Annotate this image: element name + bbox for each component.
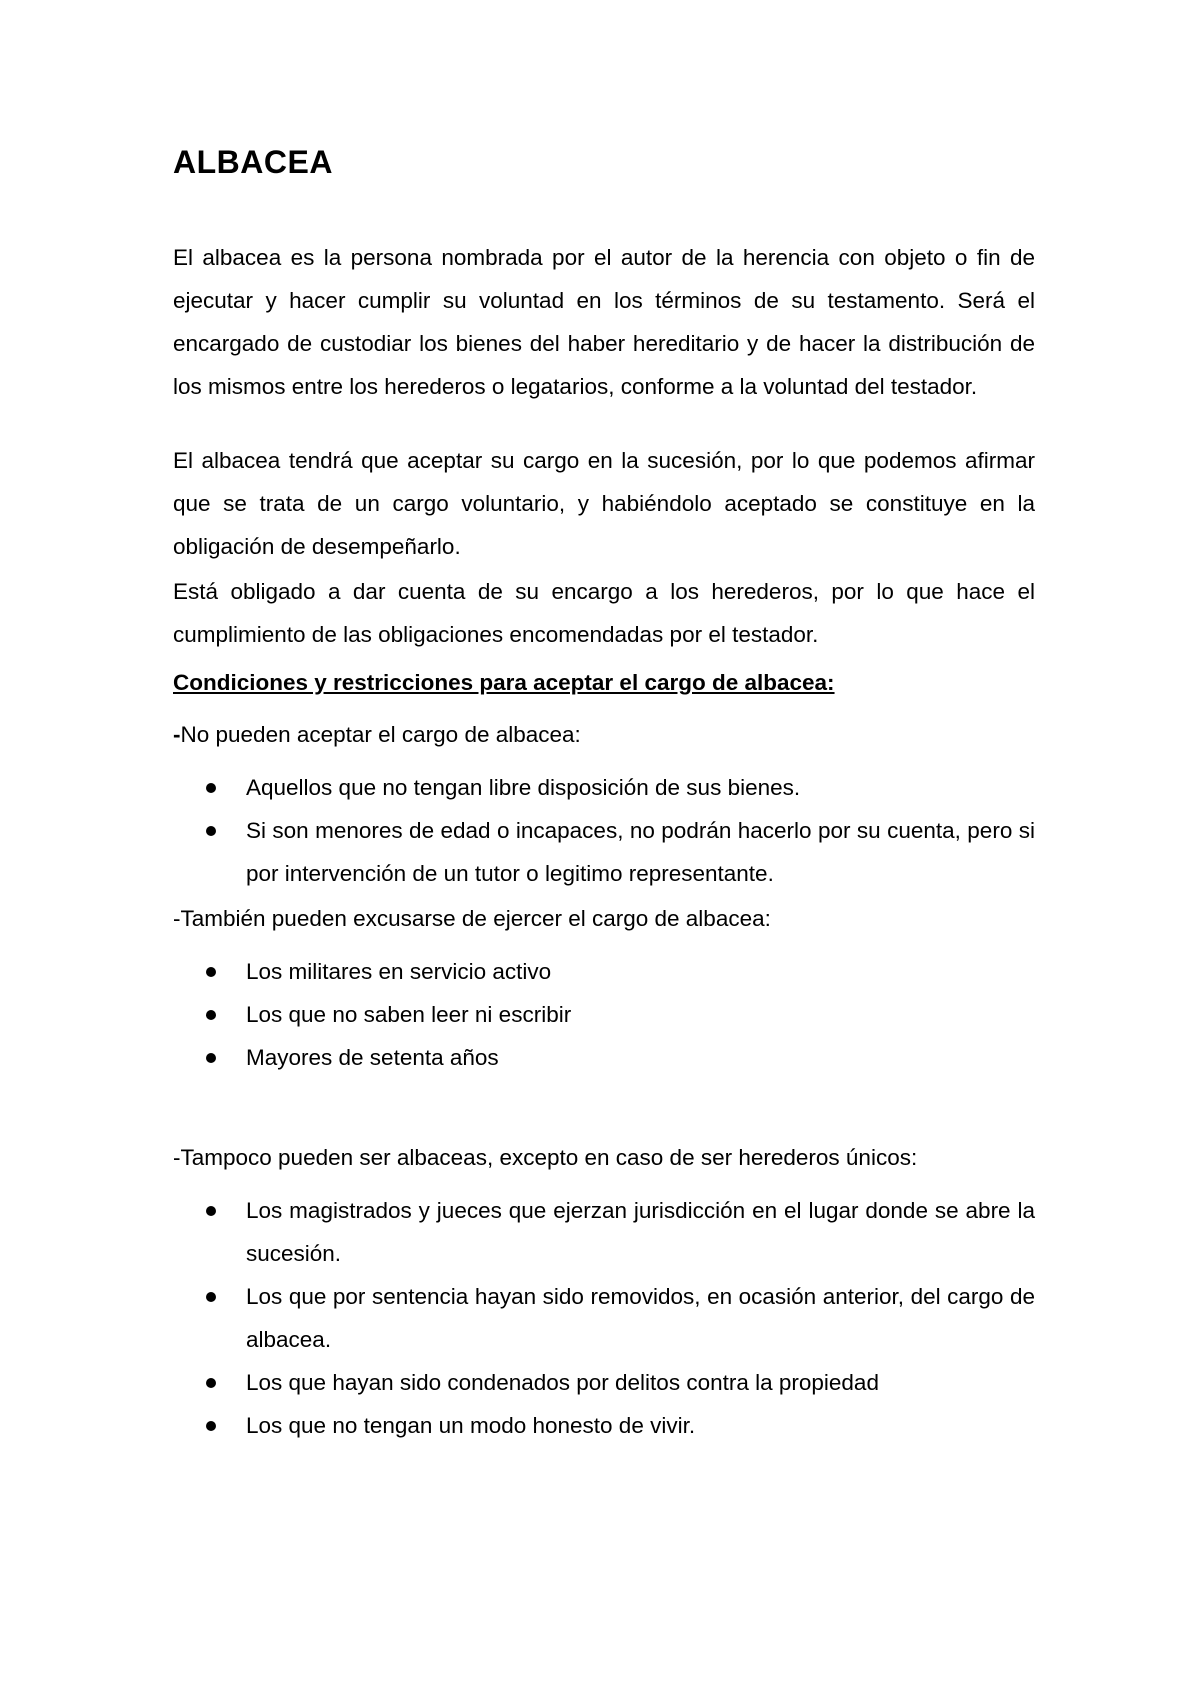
bullet-icon <box>206 967 216 977</box>
list-item-text: Los militares en servicio activo <box>246 959 552 984</box>
paragraph-definition: El albacea es la persona nombrada por el autor de la herencia con objeto o fin de ejecutar y hacer cumplir su voluntad en los términos de su testamento. Será el encargado de custodiar los bienes del haber hereditario y de hacer la distribución de los mismos entre los herederos o legatarios, conforme a la voluntad del testador. <box>173 245 1035 399</box>
list-item-text: Los magistrados y jueces que ejerzan jurisdicción en el lugar donde se abre la sucesión. <box>246 1198 1035 1266</box>
section-heading: Condiciones y restricciones para aceptar el cargo de albacea: <box>173 670 835 695</box>
bullet-icon <box>206 1292 216 1302</box>
list-neither <box>173 1189 1035 1447</box>
paragraph-acceptance: El albacea tendrá que aceptar su cargo en la sucesión, por lo que podemos afirmar que se trata de un cargo voluntario, y habiéndolo aceptado se constituye en la obligación de desempeñarlo. <box>173 448 1035 559</box>
bullet-icon <box>206 826 216 836</box>
list-item <box>173 809 1035 895</box>
list-item <box>173 950 1035 993</box>
list-item-text: Si son menores de edad o incapaces, no podrán hacerlo por su cuenta, pero si por intervención de un tutor o legitimo representante. <box>246 818 1035 886</box>
group-intro-may-excuse: -También pueden excusarse de ejercer el cargo de albacea: <box>173 906 771 931</box>
list-item-text: Mayores de setenta años <box>246 1045 499 1070</box>
list-may-excuse <box>173 950 1035 1079</box>
bullet-icon <box>206 1010 216 1020</box>
list-item-text: Los que por sentencia hayan sido removidos, en ocasión anterior, del cargo de albacea. <box>246 1284 1035 1352</box>
list-item-text: Los que hayan sido condenados por delitos contra la propiedad <box>246 1370 879 1395</box>
list-item <box>173 1275 1035 1361</box>
bullet-icon <box>206 1378 216 1388</box>
list-item <box>173 993 1035 1036</box>
list-cannot-accept <box>173 766 1035 895</box>
bullet-icon <box>206 1053 216 1063</box>
intro-dash: - <box>173 722 181 747</box>
document-title: ALBACEA <box>173 144 333 180</box>
group-intro-cannot-accept <box>173 713 1035 756</box>
list-item-text: Aquellos que no tengan libre disposición de sus bienes. <box>246 775 801 800</box>
list-item <box>173 1361 1035 1404</box>
list-item-text: Los que no tengan un modo honesto de vivir. <box>246 1413 696 1438</box>
paragraph-obligation: Está obligado a dar cuenta de su encargo a los herederos, por lo que hace el cumplimiento de las obligaciones encomendadas por el testador. <box>173 579 1035 647</box>
list-item <box>173 1036 1035 1079</box>
bullet-icon <box>206 1206 216 1216</box>
list-item <box>173 1189 1035 1275</box>
list-item <box>173 1404 1035 1447</box>
intro-text: No pueden aceptar el cargo de albacea: <box>180 722 581 747</box>
bullet-icon <box>206 783 216 793</box>
list-item-text: Los que no saben leer ni escribir <box>246 1002 572 1027</box>
bullet-icon <box>206 1421 216 1431</box>
list-item <box>173 766 1035 809</box>
group-intro-neither: -Tampoco pueden ser albaceas, excepto en caso de ser herederos únicos: <box>173 1145 918 1170</box>
